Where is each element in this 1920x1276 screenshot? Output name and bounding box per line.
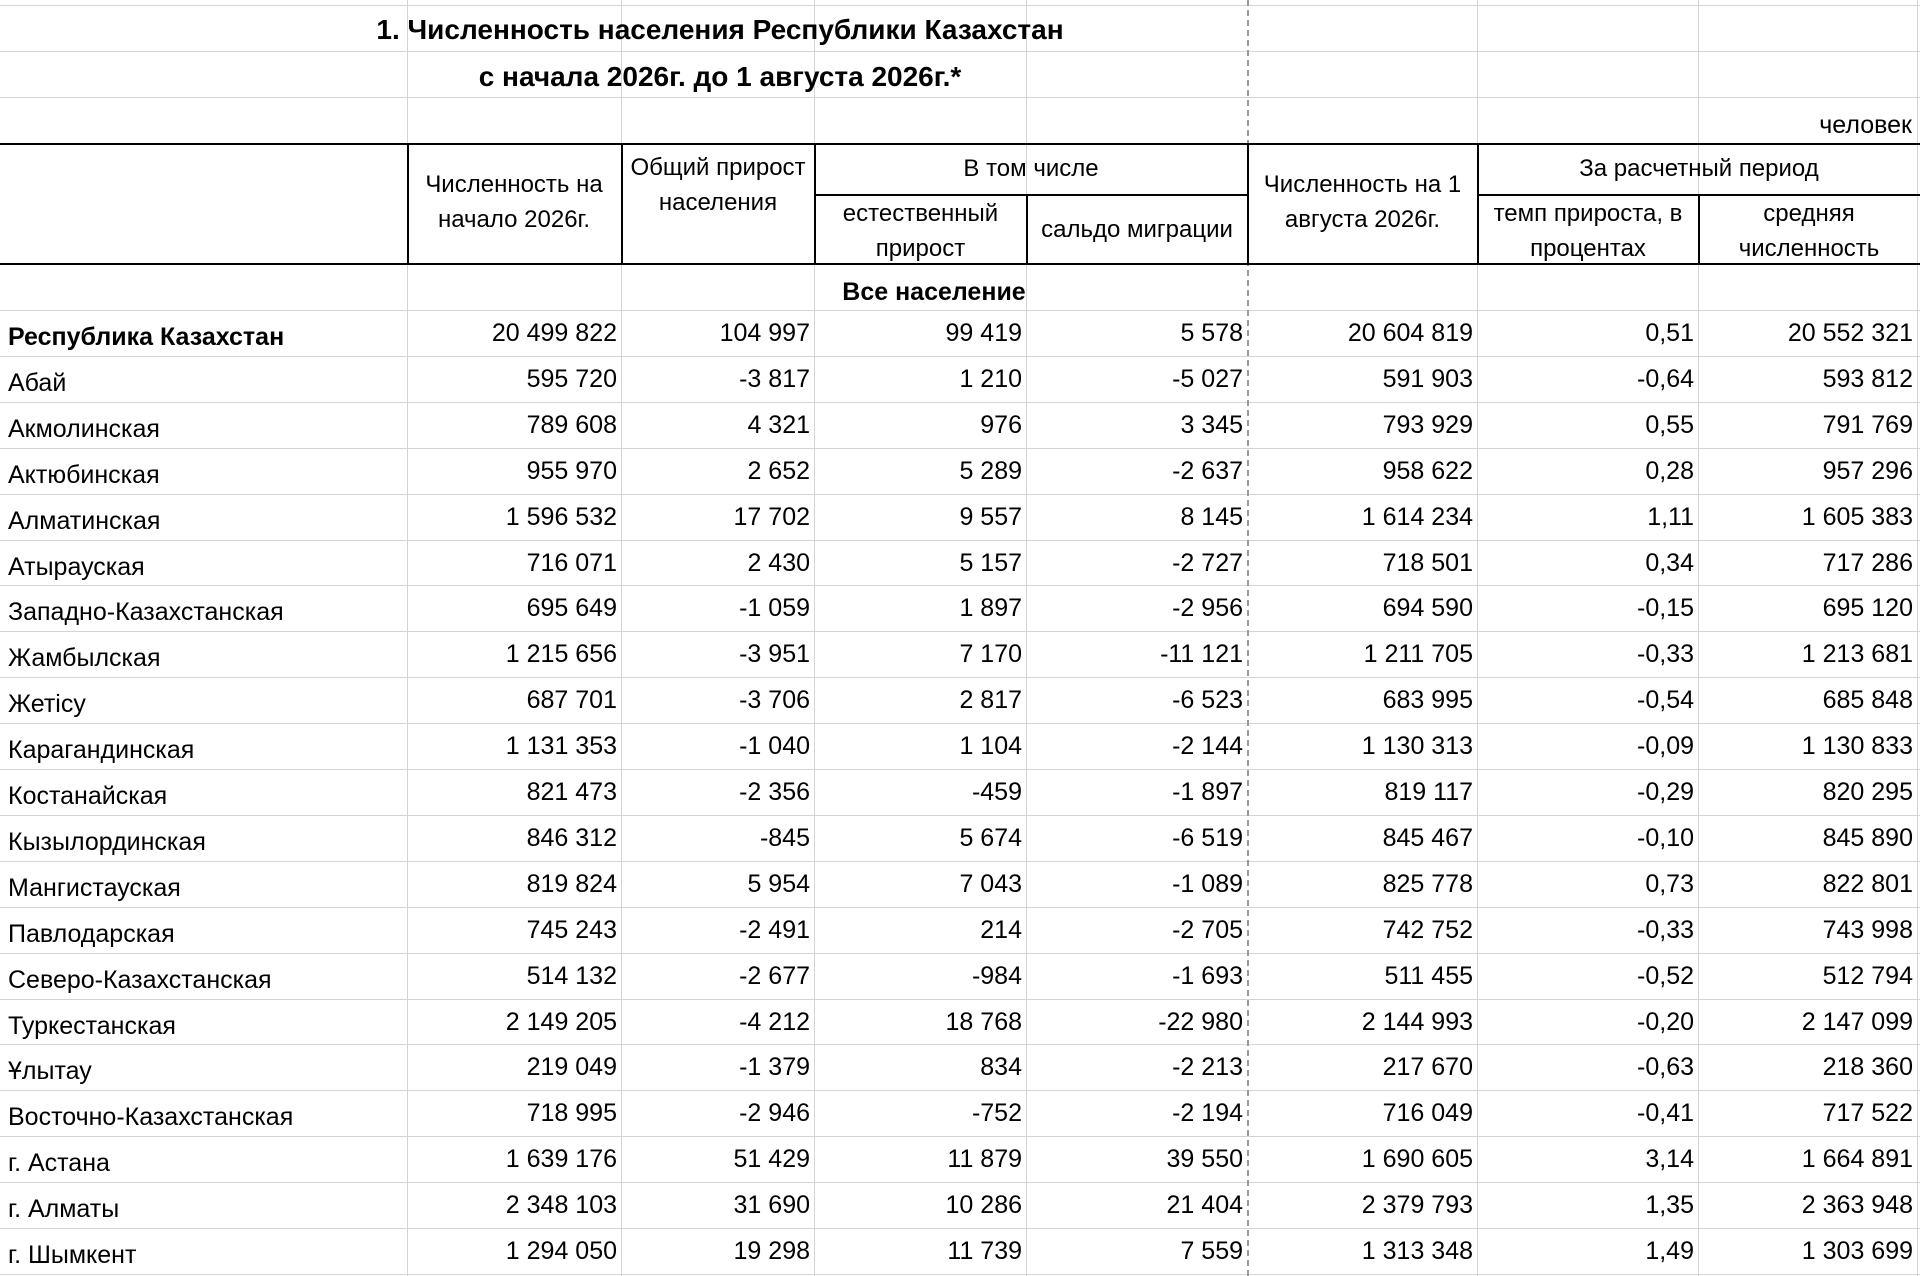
cell-natural[interactable]: 5 674 bbox=[959, 823, 1022, 852]
cell-region[interactable]: Мангистауская bbox=[8, 873, 181, 902]
cell-start[interactable]: 219 049 bbox=[526, 1053, 617, 1082]
cell-start[interactable]: 718 995 bbox=[526, 1099, 617, 1128]
gridline bbox=[0, 97, 1920, 98]
cell-growth[interactable]: -4 212 bbox=[739, 1007, 810, 1036]
gridline bbox=[1917, 0, 1918, 1276]
cell-growth[interactable]: -845 bbox=[759, 823, 810, 852]
cell-start[interactable]: 1 596 532 bbox=[505, 502, 617, 531]
cell-start[interactable]: 821 473 bbox=[526, 778, 617, 806]
cell-natural[interactable]: 10 286 bbox=[945, 1191, 1022, 1220]
cell-avg[interactable]: 1 130 833 bbox=[1801, 732, 1913, 761]
cell-growth[interactable]: 2 652 bbox=[747, 456, 810, 485]
cell-start[interactable]: 1 215 656 bbox=[505, 640, 617, 669]
cell-natural[interactable]: 5 157 bbox=[959, 548, 1022, 577]
cell-end[interactable]: 958 622 bbox=[1382, 456, 1473, 485]
header-end: Численность на 1 августа 2026г. bbox=[1263, 171, 1462, 233]
cell-migration[interactable]: -6 519 bbox=[1172, 823, 1243, 852]
gridline bbox=[0, 723, 1920, 724]
cell-start[interactable]: 745 243 bbox=[526, 915, 617, 944]
gridline bbox=[0, 5, 1920, 6]
cell-start[interactable]: 1 294 050 bbox=[505, 1237, 617, 1265]
cell-start[interactable]: 595 720 bbox=[526, 364, 617, 393]
cell-region[interactable]: Восточно-Казахстанская bbox=[8, 1103, 294, 1132]
cell-region[interactable]: Кызылординская bbox=[8, 827, 206, 856]
gridline bbox=[0, 907, 1920, 908]
cell-natural[interactable]: 99 419 bbox=[945, 319, 1022, 347]
cell-natural[interactable]: 7 170 bbox=[959, 640, 1022, 669]
cell-migration[interactable]: -5 027 bbox=[1172, 364, 1243, 393]
cell-start[interactable]: 789 608 bbox=[526, 410, 617, 439]
header-start: Численность на начало 2026г. bbox=[425, 171, 603, 233]
cell-natural[interactable]: 11 879 bbox=[947, 1145, 1022, 1174]
cell-avg[interactable]: 717 286 bbox=[1822, 548, 1913, 577]
cell-avg[interactable]: 2 363 948 bbox=[1801, 1191, 1913, 1220]
cell-migration[interactable]: 7 559 bbox=[1180, 1237, 1243, 1265]
cell-end[interactable]: 793 929 bbox=[1382, 410, 1473, 439]
cell-avg[interactable]: 845 890 bbox=[1822, 823, 1913, 852]
cell-rate[interactable]: 0,55 bbox=[1645, 410, 1694, 439]
cell-end[interactable]: 718 501 bbox=[1382, 548, 1473, 577]
cell-end[interactable]: 591 903 bbox=[1382, 364, 1473, 393]
gridline bbox=[0, 677, 1920, 678]
gridline bbox=[1698, 0, 1699, 1276]
cell-avg[interactable]: 743 998 bbox=[1822, 915, 1913, 944]
cell-end[interactable]: 683 995 bbox=[1382, 686, 1473, 715]
cell-avg[interactable]: 957 296 bbox=[1822, 456, 1913, 485]
cell-rate[interactable]: -0,10 bbox=[1637, 823, 1694, 852]
cell-migration[interactable]: -2 144 bbox=[1172, 732, 1243, 761]
cell-migration[interactable]: 5 578 bbox=[1180, 319, 1243, 347]
cell-migration[interactable]: -2 194 bbox=[1172, 1099, 1243, 1128]
cell-start[interactable]: 687 701 bbox=[526, 686, 617, 715]
cell-avg[interactable]: 820 295 bbox=[1822, 778, 1913, 806]
gridline bbox=[0, 51, 1920, 52]
cell-start[interactable]: 1 639 176 bbox=[505, 1145, 617, 1174]
cell-rate[interactable]: 0,73 bbox=[1645, 869, 1694, 898]
cell-end[interactable]: 2 379 793 bbox=[1361, 1191, 1473, 1220]
table-title-line1: 1. Численность населения Республики Казахстан bbox=[376, 14, 1064, 45]
cell-avg[interactable]: 717 522 bbox=[1822, 1099, 1913, 1128]
gridline bbox=[0, 585, 1920, 586]
cell-growth[interactable]: -1 059 bbox=[739, 594, 810, 623]
cell-region[interactable]: Абай bbox=[8, 368, 67, 397]
cell-end[interactable]: 1 690 605 bbox=[1361, 1145, 1473, 1174]
cell-growth[interactable]: 17 702 bbox=[733, 502, 810, 531]
cell-growth[interactable]: -3 817 bbox=[739, 364, 810, 393]
gridline bbox=[0, 769, 1920, 770]
cell-growth[interactable]: -1 040 bbox=[739, 732, 810, 761]
gridline bbox=[0, 494, 1920, 495]
cell-growth[interactable]: -2 677 bbox=[739, 961, 810, 990]
cell-region[interactable]: г. Шымкент bbox=[8, 1241, 137, 1269]
cell-natural[interactable]: 9 557 bbox=[959, 502, 1022, 531]
cell-natural[interactable]: 1 210 bbox=[959, 364, 1022, 393]
cell-migration[interactable]: -11 121 bbox=[1160, 640, 1243, 669]
gridline bbox=[0, 540, 1920, 541]
cell-region[interactable]: Западно-Казахстанская bbox=[8, 598, 284, 627]
cell-avg[interactable]: 593 812 bbox=[1822, 364, 1913, 393]
cell-end[interactable]: 845 467 bbox=[1382, 823, 1473, 852]
cell-region[interactable]: Павлодарская bbox=[8, 919, 175, 948]
cell-rate[interactable]: -0,63 bbox=[1637, 1053, 1694, 1082]
gridline bbox=[0, 815, 1920, 816]
header-growth: Общий прирост населения bbox=[630, 154, 806, 216]
cell-avg[interactable]: 695 120 bbox=[1822, 594, 1913, 623]
gridline bbox=[0, 953, 1920, 954]
cell-migration[interactable]: 21 404 bbox=[1166, 1191, 1243, 1220]
cell-rate[interactable]: 0,34 bbox=[1645, 548, 1694, 577]
cell-rate[interactable]: 1,49 bbox=[1645, 1237, 1694, 1265]
cell-rate[interactable]: 3,14 bbox=[1645, 1145, 1694, 1174]
cell-avg[interactable]: 512 794 bbox=[1822, 961, 1913, 990]
cell-growth[interactable]: -3 706 bbox=[739, 686, 810, 715]
cell-migration[interactable]: -1 693 bbox=[1172, 961, 1243, 990]
cell-end[interactable]: 1 614 234 bbox=[1361, 502, 1473, 531]
cell-rate[interactable]: -0,33 bbox=[1637, 640, 1694, 669]
cell-region[interactable]: Акмолинская bbox=[8, 414, 160, 443]
cell-rate[interactable]: -0,15 bbox=[1637, 594, 1694, 623]
cell-start[interactable]: 846 312 bbox=[526, 823, 617, 852]
gridline bbox=[0, 310, 1920, 311]
cell-migration[interactable]: -2 213 bbox=[1172, 1053, 1243, 1082]
cell-migration[interactable]: -2 727 bbox=[1172, 548, 1243, 577]
cell-end[interactable]: 1 130 313 bbox=[1361, 732, 1473, 761]
cell-rate[interactable]: -0,41 bbox=[1637, 1099, 1694, 1128]
cell-natural[interactable]: 7 043 bbox=[959, 869, 1022, 898]
gridline bbox=[0, 356, 1920, 357]
cell-natural[interactable]: -752 bbox=[971, 1099, 1022, 1128]
cell-rate[interactable]: 1,11 bbox=[1647, 502, 1694, 531]
cell-natural[interactable]: 5 289 bbox=[959, 456, 1022, 485]
cell-growth[interactable]: -3 951 bbox=[739, 640, 810, 669]
cell-end[interactable]: 511 455 bbox=[1384, 961, 1473, 990]
cell-growth[interactable]: 19 298 bbox=[733, 1237, 810, 1265]
cell-migration[interactable]: -1 897 bbox=[1172, 778, 1243, 806]
cell-natural[interactable]: 834 bbox=[980, 1053, 1022, 1082]
cell-start[interactable]: 955 970 bbox=[526, 456, 617, 485]
cell-migration[interactable]: -2 956 bbox=[1172, 594, 1243, 623]
header-migration: сальдо миграции bbox=[1041, 216, 1233, 243]
cell-rate[interactable]: -0,09 bbox=[1637, 732, 1694, 761]
cell-region[interactable]: Костанайская bbox=[8, 782, 168, 810]
cell-growth[interactable]: -2 356 bbox=[739, 778, 810, 806]
gridline bbox=[0, 1136, 1920, 1137]
cell-avg[interactable]: 1 213 681 bbox=[1801, 640, 1913, 669]
cell-start[interactable]: 695 649 bbox=[526, 594, 617, 623]
header-rate: темп прироста, в процентах bbox=[1493, 200, 1683, 262]
cell-start[interactable]: 716 071 bbox=[526, 548, 617, 577]
cell-natural[interactable]: 2 817 bbox=[959, 686, 1022, 715]
gridline bbox=[0, 861, 1920, 862]
cell-growth[interactable]: -2 491 bbox=[739, 915, 810, 944]
cell-rate[interactable]: -0,52 bbox=[1637, 961, 1694, 990]
header-natural: естественный прирост bbox=[842, 200, 999, 262]
cell-migration[interactable]: -2 637 bbox=[1172, 456, 1243, 485]
cell-end[interactable]: 716 049 bbox=[1382, 1099, 1473, 1128]
cell-growth[interactable]: -1 379 bbox=[739, 1053, 810, 1082]
cell-migration[interactable]: 3 345 bbox=[1180, 410, 1243, 439]
cell-growth[interactable]: 104 997 bbox=[719, 319, 810, 347]
cell-avg[interactable]: 791 769 bbox=[1822, 410, 1913, 439]
cell-region[interactable]: Атырауская bbox=[8, 552, 145, 581]
cell-end[interactable]: 1 313 348 bbox=[1361, 1237, 1473, 1265]
cell-region[interactable]: Республика Казахстан bbox=[8, 323, 285, 351]
cell-region[interactable]: Туркестанская bbox=[8, 1011, 176, 1040]
cell-growth[interactable]: 2 430 bbox=[747, 548, 810, 577]
cell-start[interactable]: 514 132 bbox=[526, 961, 617, 990]
cell-region[interactable]: Актюбинская bbox=[8, 460, 160, 489]
cell-growth[interactable]: 4 321 bbox=[747, 410, 810, 439]
cell-start[interactable]: 819 824 bbox=[526, 869, 617, 898]
cell-avg[interactable]: 2 147 099 bbox=[1801, 1007, 1913, 1036]
cell-natural[interactable]: 214 bbox=[980, 915, 1022, 944]
header-incl: В том числе bbox=[963, 155, 1099, 182]
cell-end[interactable]: 2 144 993 bbox=[1361, 1007, 1473, 1036]
cell-region[interactable]: г. Астана bbox=[8, 1149, 110, 1178]
gridline bbox=[0, 1274, 1920, 1275]
gridline bbox=[0, 631, 1920, 632]
cell-start[interactable]: 2 149 205 bbox=[505, 1007, 617, 1036]
cell-migration[interactable]: -22 980 bbox=[1158, 1007, 1243, 1036]
cell-rate[interactable]: -0,29 bbox=[1637, 778, 1694, 806]
cell-start[interactable]: 1 131 353 bbox=[505, 732, 617, 761]
cell-migration[interactable]: -1 089 bbox=[1172, 869, 1243, 898]
cell-region[interactable]: Ұлытау bbox=[8, 1057, 92, 1086]
cell-rate[interactable]: -0,20 bbox=[1637, 1007, 1694, 1036]
cell-avg[interactable]: 822 801 bbox=[1822, 869, 1913, 898]
cell-natural[interactable]: 11 739 bbox=[947, 1237, 1022, 1265]
gridline bbox=[0, 1182, 1920, 1183]
cell-growth[interactable]: -2 946 bbox=[739, 1099, 810, 1128]
cell-rate[interactable]: -0,64 bbox=[1637, 364, 1694, 393]
cell-growth[interactable]: 31 690 bbox=[733, 1191, 810, 1220]
cell-avg[interactable]: 1 605 383 bbox=[1801, 502, 1913, 531]
cell-avg[interactable]: 1 664 891 bbox=[1801, 1145, 1913, 1174]
cell-end[interactable]: 819 117 bbox=[1384, 778, 1473, 806]
cell-region[interactable]: г. Алматы bbox=[8, 1195, 120, 1224]
gridline bbox=[0, 448, 1920, 449]
cell-natural[interactable]: -459 bbox=[971, 778, 1022, 806]
gridline bbox=[0, 999, 1920, 1000]
header-avg: средняя численность bbox=[1738, 200, 1880, 262]
cell-migration[interactable]: -6 523 bbox=[1172, 686, 1243, 715]
table-title-line2: с начала 2026г. до 1 августа 2026г.* bbox=[478, 61, 962, 92]
cell-migration[interactable]: 8 145 bbox=[1180, 502, 1243, 531]
cell-natural[interactable]: 976 bbox=[980, 410, 1022, 439]
header-period: За расчетный период bbox=[1579, 155, 1819, 182]
cell-avg[interactable]: 20 552 321 bbox=[1787, 319, 1913, 347]
cell-region[interactable]: Жетісу bbox=[8, 690, 86, 719]
cell-rate[interactable]: 0,28 bbox=[1645, 456, 1694, 485]
section-label: Все население bbox=[842, 278, 1026, 306]
cell-rate[interactable]: -0,54 bbox=[1637, 686, 1694, 715]
cell-start[interactable]: 20 499 822 bbox=[491, 319, 617, 347]
unit-label: человек bbox=[1819, 111, 1912, 139]
gridline bbox=[0, 402, 1920, 403]
cell-end[interactable]: 742 752 bbox=[1382, 915, 1473, 944]
cell-region[interactable]: Карагандинская bbox=[8, 736, 195, 765]
gridline bbox=[0, 1090, 1920, 1091]
cell-end[interactable]: 694 590 bbox=[1382, 594, 1473, 623]
cell-natural[interactable]: 1 897 bbox=[959, 594, 1022, 623]
cell-migration[interactable]: -2 705 bbox=[1172, 915, 1243, 944]
cell-rate[interactable]: 0,51 bbox=[1645, 319, 1694, 347]
cell-rate[interactable]: -0,33 bbox=[1637, 915, 1694, 944]
cell-end[interactable]: 20 604 819 bbox=[1347, 319, 1473, 347]
cell-rate[interactable]: 1,35 bbox=[1645, 1191, 1694, 1220]
cell-start[interactable]: 2 348 103 bbox=[505, 1191, 617, 1220]
cell-natural[interactable]: 18 768 bbox=[945, 1007, 1022, 1036]
gridline bbox=[1026, 0, 1027, 1276]
cell-region[interactable]: Северо-Казахстанская bbox=[8, 965, 272, 994]
cell-growth[interactable]: 51 429 bbox=[733, 1145, 810, 1174]
cell-avg[interactable]: 1 303 699 bbox=[1801, 1237, 1913, 1265]
cell-natural[interactable]: -984 bbox=[971, 961, 1022, 990]
gridline bbox=[0, 1228, 1920, 1229]
cell-end[interactable]: 1 211 705 bbox=[1363, 640, 1473, 669]
cell-end[interactable]: 217 670 bbox=[1382, 1053, 1473, 1082]
border bbox=[0, 143, 1920, 145]
gridline bbox=[0, 1044, 1920, 1045]
cell-region[interactable]: Алматинская bbox=[8, 506, 161, 535]
cell-region[interactable]: Жамбылская bbox=[8, 644, 161, 673]
cell-avg[interactable]: 685 848 bbox=[1822, 686, 1913, 715]
cell-avg[interactable]: 218 360 bbox=[1822, 1053, 1913, 1082]
cell-natural[interactable]: 1 104 bbox=[959, 732, 1022, 761]
cell-migration[interactable]: 39 550 bbox=[1166, 1145, 1243, 1174]
cell-end[interactable]: 825 778 bbox=[1382, 869, 1473, 898]
cell-growth[interactable]: 5 954 bbox=[747, 869, 810, 898]
